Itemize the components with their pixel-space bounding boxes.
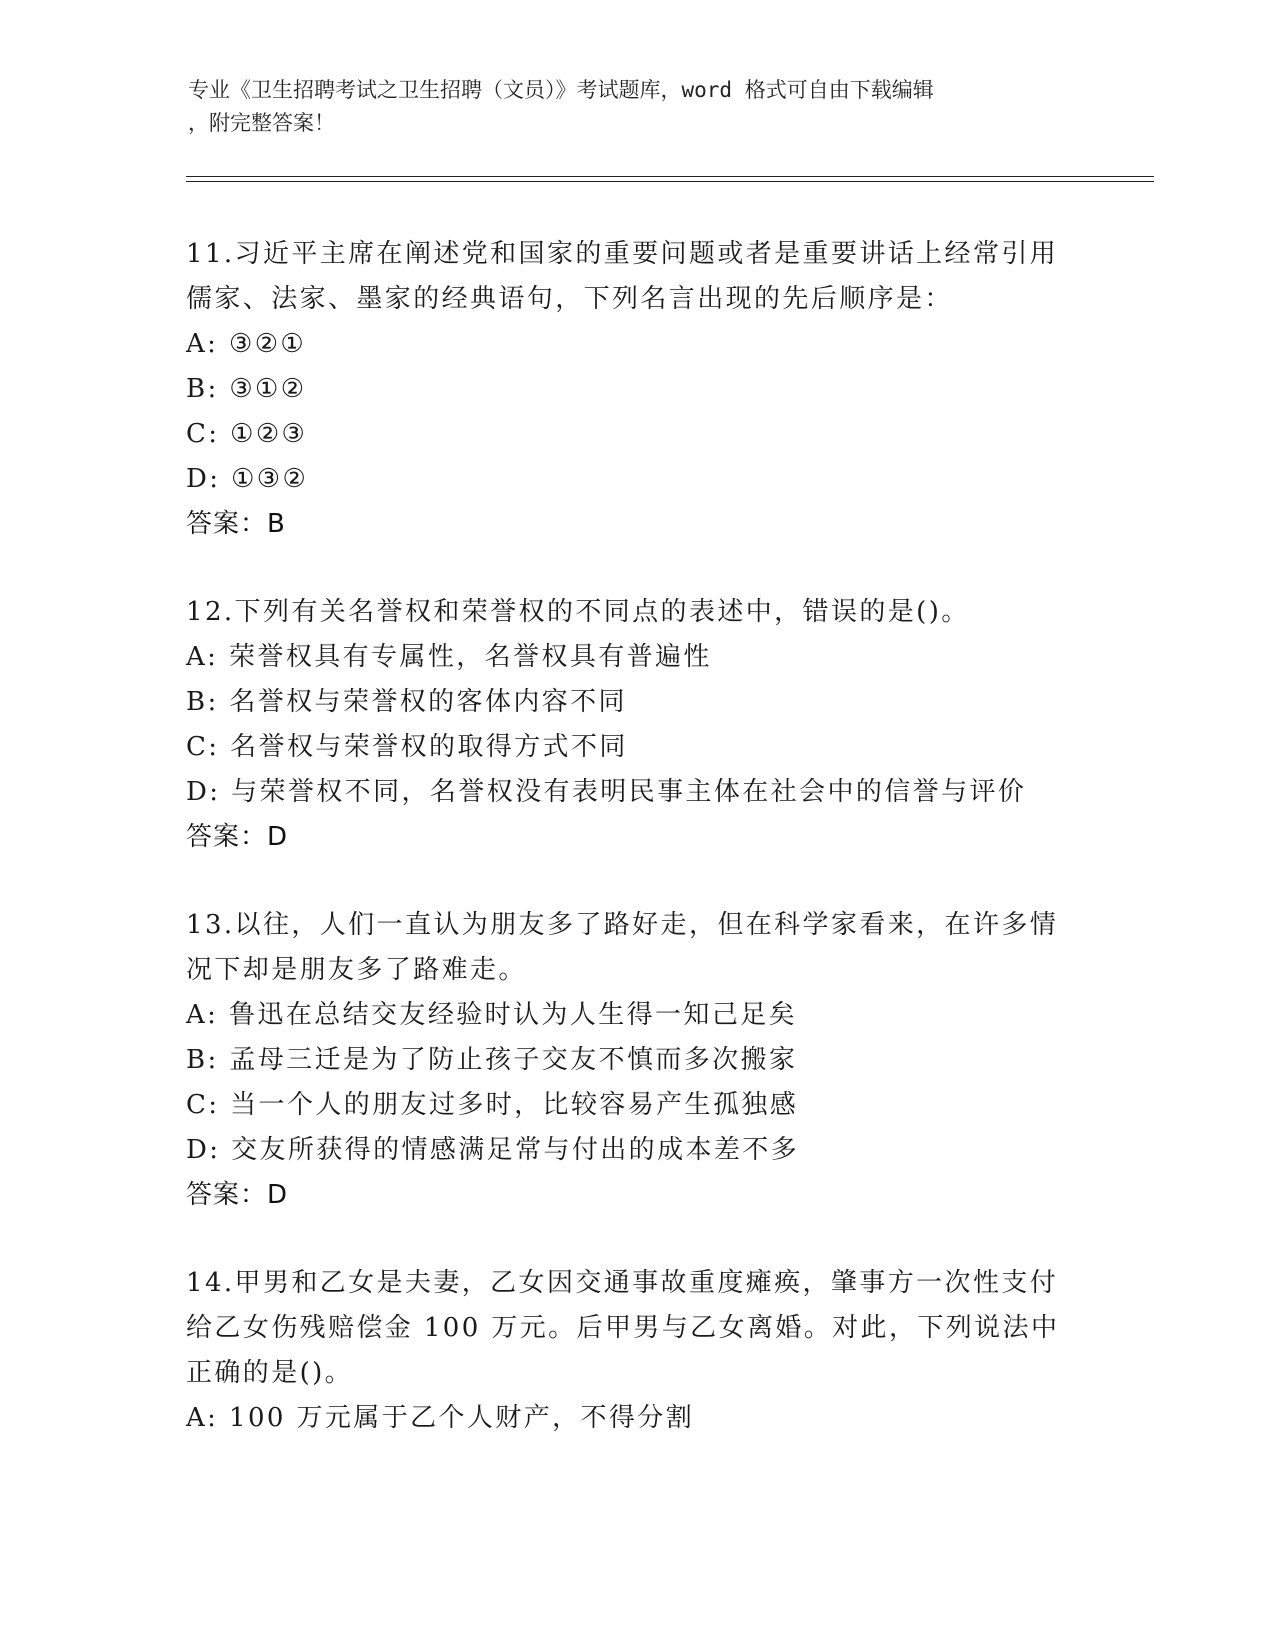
- question-item: [186, 903, 1086, 1218]
- answer-option: [186, 1038, 1086, 1083]
- option-letter: D:: [186, 1135, 221, 1165]
- answer-value: D: [267, 822, 289, 852]
- option-letter: C:: [186, 732, 220, 762]
- answer-option: [186, 322, 1086, 367]
- answer-label: 答案：: [186, 822, 268, 852]
- question-text-line: 给乙女伤残赔偿金 100 万元。后甲男与乙女离婚。对此，下列说法中: [186, 1313, 1060, 1343]
- answer-option: [186, 635, 1086, 680]
- header-divider-bottom: [186, 181, 1154, 182]
- option-text: 名誉权与荣誉权的客体内容不同: [229, 687, 627, 717]
- answer-option: [186, 725, 1086, 770]
- option-text: 荣誉权具有专属性，名誉权具有普遍性: [229, 642, 712, 672]
- option-letter: B:: [186, 1045, 219, 1075]
- answer-option: [186, 1396, 1086, 1441]
- question-text-line: 12.下列有关名誉权和荣誉权的不同点的表述中，错误的是()。: [186, 597, 970, 627]
- answer-option: [186, 1128, 1086, 1173]
- answer-line: [186, 502, 1086, 547]
- question-text-line: 11.习近平主席在阐述党和国家的重要问题或者是重要讲话上经常引用: [186, 239, 1059, 269]
- answer-option: [186, 412, 1086, 457]
- question-list: [186, 232, 1086, 1484]
- option-text: ①②③: [230, 419, 308, 449]
- question-text-line: 况下却是朋友多了路难走。: [186, 955, 527, 985]
- option-letter: C:: [186, 419, 220, 449]
- question-text-line: 14.甲男和乙女是夫妻，乙女因交通事故重度瘫痪，肇事方一次性支付: [186, 1268, 1059, 1298]
- option-letter: D:: [186, 777, 221, 807]
- answer-option: [186, 367, 1086, 412]
- question-text: [186, 590, 1086, 635]
- option-text: 名誉权与荣誉权的取得方式不同: [230, 732, 628, 762]
- answer-option: [186, 1083, 1086, 1128]
- answer-option: [186, 770, 1086, 815]
- answer-label: 答案：: [186, 509, 268, 539]
- option-letter: A:: [186, 329, 219, 359]
- option-text: ①③②: [231, 464, 309, 494]
- header-line-1: 专业《卫生招聘考试之卫生招聘（文员）》考试题库，word 格式可自由下载编辑: [188, 78, 934, 102]
- option-text: ③①②: [229, 374, 307, 404]
- header-line-2: ，附完整答案！: [188, 111, 335, 135]
- question-text: [186, 1261, 1086, 1396]
- option-text: 与荣誉权不同，名誉权没有表明民事主体在社会中的信誉与评价: [231, 777, 1027, 807]
- question-text-line: 13.以往，人们一直认为朋友多了路好走，但在科学家看来，在许多情: [186, 910, 1059, 940]
- question-text-line: 儒家、法家、墨家的经典语句，下列名言出现的先后顺序是：: [186, 284, 953, 314]
- option-text: 当一个人的朋友过多时，比较容易产生孤独感: [230, 1090, 799, 1120]
- answer-option: [186, 993, 1086, 1038]
- answer-value: D: [267, 1180, 289, 1210]
- option-text: 交友所获得的情感满足常与付出的成本差不多: [231, 1135, 800, 1165]
- question-text: [186, 232, 1086, 322]
- option-letter: A:: [186, 1000, 219, 1030]
- question-item: [186, 232, 1086, 547]
- option-text: 孟母三迁是为了防止孩子交友不慎而多次搬家: [229, 1045, 798, 1075]
- option-letter: A:: [186, 1403, 219, 1433]
- question-item: [186, 1261, 1086, 1441]
- option-letter: B:: [186, 687, 219, 717]
- document-header: [188, 74, 1088, 140]
- answer-label: 答案：: [186, 1180, 268, 1210]
- header-divider-top: [186, 176, 1154, 177]
- option-text: 鲁迅在总结交友经验时认为人生得一知己足矣: [229, 1000, 798, 1030]
- option-text: 100 万元属于乙个人财产，不得分割: [229, 1403, 695, 1433]
- answer-value: B: [267, 509, 286, 539]
- answer-line: [186, 1173, 1086, 1218]
- question-text-line: 正确的是()。: [186, 1358, 354, 1388]
- answer-line: [186, 815, 1086, 860]
- question-item: [186, 590, 1086, 860]
- option-text: ③②①: [229, 329, 307, 359]
- option-letter: C:: [186, 1090, 220, 1120]
- question-text: [186, 903, 1086, 993]
- option-letter: D:: [186, 464, 221, 494]
- option-letter: B:: [186, 374, 219, 404]
- answer-option: [186, 457, 1086, 502]
- option-letter: A:: [186, 642, 219, 672]
- answer-option: [186, 680, 1086, 725]
